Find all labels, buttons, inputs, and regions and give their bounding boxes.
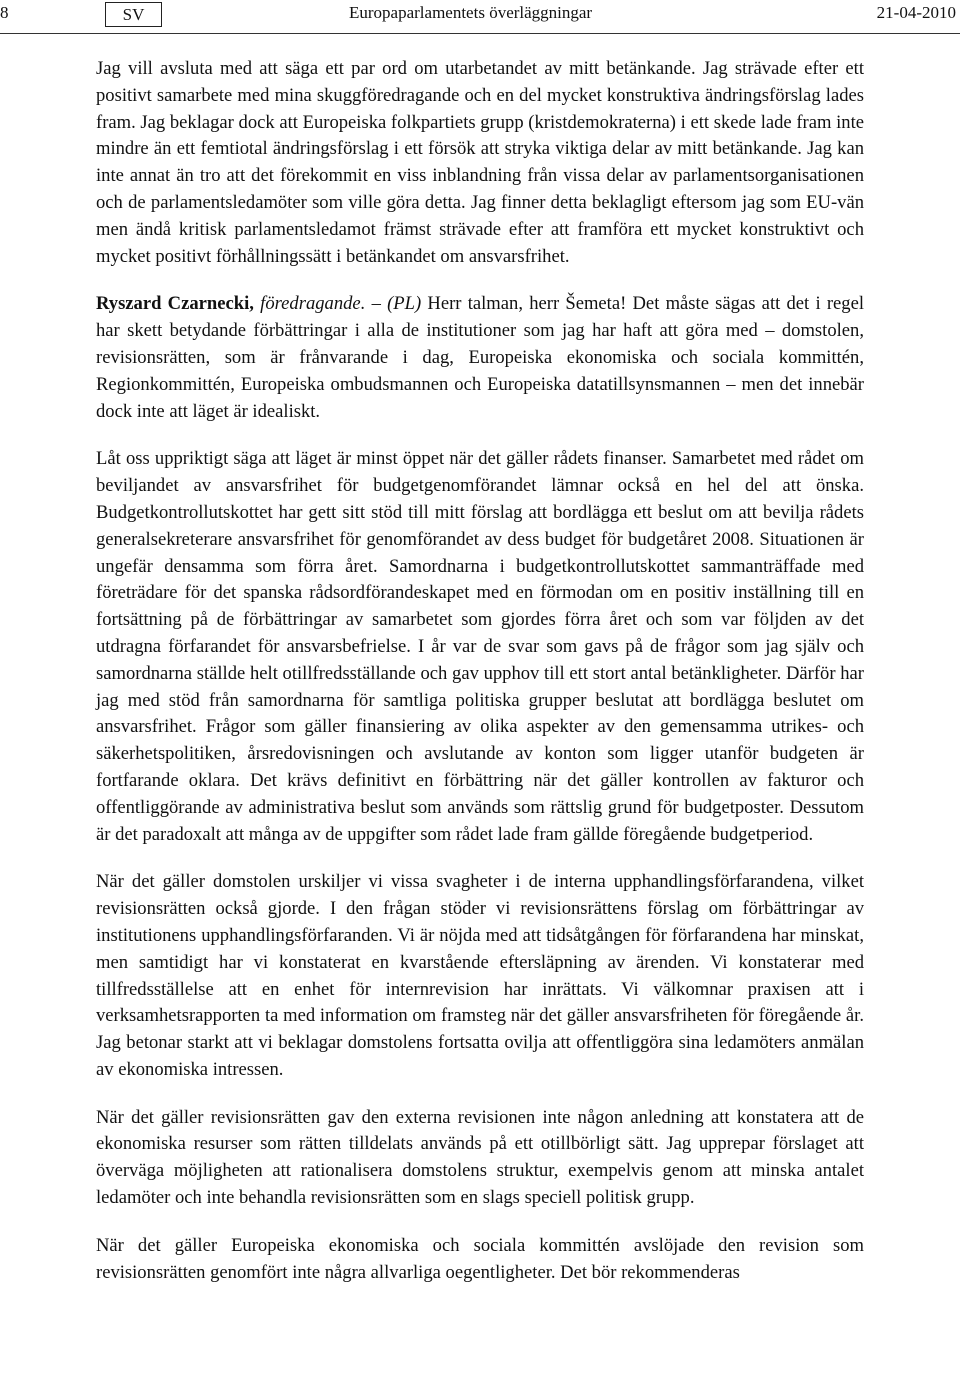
paragraph: Låt oss uppriktigt säga att läget är minst öppet när det gäller rådets finanser. Samarbetet med rådet om beviljandet av ansvarsfrihet för budgetgenomförandet lämnar också en hel del att önska. Budgetkontrollutskottet har gett sitt stöd till mitt förslag att bordlägga ett beslut om att bevilja rådets generalsekreterare ansvarsfrihet för genomförandet av dess budget för budgetåret 2008. Situationen är ungefär densamma som förra året. Samordnarna i budgetkontrollutskottet sammanträffade med företrädare för det spanska rådsordförandeskapet med en förmodan om en positiv inställning till en fortsättning på de förbättringar av samarbetet som gjordes förra året och som var följden av det utdragna förfarandet för ansvarsbefrielse. I år var de svar som gavs på de frågor som jag själv och samordnarna ställde helt otillfredsställande och gav upphov till ett stort antal betänkligheter. Därför har jag med stöd från samordnarna för samtliga politiska grupper beslutat att bordlägga beslutet om ansvarsfrihet. Frågor som gäller finansiering av olika aspekter av den gemensamma utrikes- och säkerhetspolitiken, årsredovisningen och avslutande av konton som ligger utanför budgeten är fortfarande oklara. Det krävs definitivt en förbättring när det gäller kontrollen av fakturor och offentliggörande av administrativa beslut som används som rättslig grund för budgetposter. Dessutom är det paradoxalt att många av de uppgifter som rådet lade fram gällde föregående budgetperiod.	[96, 448, 864, 845]
header-divider	[0, 33, 960, 34]
paragraph: När det gäller Europeiska ekonomiska och sociala kommittén avslöjade den revision som revisionsrätten genomfört inte några allvarliga oegentligheter. Det bör rekommenderas	[96, 1234, 864, 1283]
speaker-dash: –	[365, 293, 388, 315]
speaker-text: Herr talman, herr Šemeta! Det måste sägas att det i regel har skett betydande förbättringar i alla de institutioner som jag har haft att göra med – domstolen, revisionsrätten, som är frånvarande i dag, Europeiska ekonomiska och sociala kommittén, Regionkommittén, Europeiska ombudsmannen och Europeiska datatillsynsmannen – men det innebär dock inte att läget är idealiskt.	[96, 293, 864, 422]
document-title: Europaparlamentets överläggningar	[349, 3, 593, 22]
page-number: 8	[0, 3, 9, 22]
speaker-name: Ryszard Czarnecki,	[96, 293, 254, 315]
document-date: 21-04-2010	[876, 3, 956, 22]
speaker-language: (PL)	[387, 293, 422, 315]
speaker-paragraph	[96, 291, 864, 425]
document-body	[96, 56, 864, 1307]
page-header	[0, 0, 960, 34]
paragraph: När det gäller domstolen urskiljer vi vissa svagheter i de interna upphandlingsförfarandena, vilket revisionsrätten också gjorde. I den frågan stöder vi revisionsrättens förslag om förbättringar av institutionens upphandlingsförfaranden. Vi är nöjda med att tidsåtgången för förfarandena har minskat, men samtidigt har vi konstaterat en kvarstående eftersläpning av ärenden. Vi konstaterar med tillfredsställelse att en enhet för internrevision har inrättats. Vi välkomnar praxisen att i verksamhetsrapporten ta med information om framsteg när det gäller ansvarsfriheten för föregående år. Jag betonar starkt att vi beklagar domstolens fortsatta ovilja att offentliggöra sina ledamöters anmälan av ekonomiska intressen.	[96, 871, 864, 1080]
language-code-box: SV	[105, 2, 162, 27]
speaker-role: föredragande.	[260, 293, 366, 315]
paragraph: Jag vill avsluta med att säga ett par ord om utarbetandet av mitt betänkande. Jag strävade efter ett positivt samarbete med mina skuggföredragande och en del mycket konstruktiva ändringsförslag lades fram. Jag beklagar dock att Europeiska folkpartiets grupp (kristdemokraterna) i ett skede lade fram inte mindre än ett femtiotal ändringsförslag i ett försök att stryka viktiga delar av mitt betänkande. Jag kan inte annat än tro att det förekommit en viss inblandning från vissa delar av parlamentsorganisationen och de parlamentsledamöter som ville göra detta. Jag finner detta beklagligt eftersom jag som EU-vän men ändå kritisk parlamentsledamot främst strävade efter att framföra ett mycket konstruktivt och mycket positivt förhållningssätt i betänkandet om ansvarsfrihet.	[96, 58, 864, 267]
paragraph: När det gäller revisionsrätten gav den externa revisionen inte någon anledning att konstatera att de ekonomiska resurser som rätten tilldelats används på ett otillbörligt sätt. Jag upprepar förslaget att överväga möjligheten att rationalisera domstolens struktur, exempelvis genom att minska antalet ledamöter och inte behandla revisionsrätten som en slags speciell politisk grupp.	[96, 1106, 864, 1209]
